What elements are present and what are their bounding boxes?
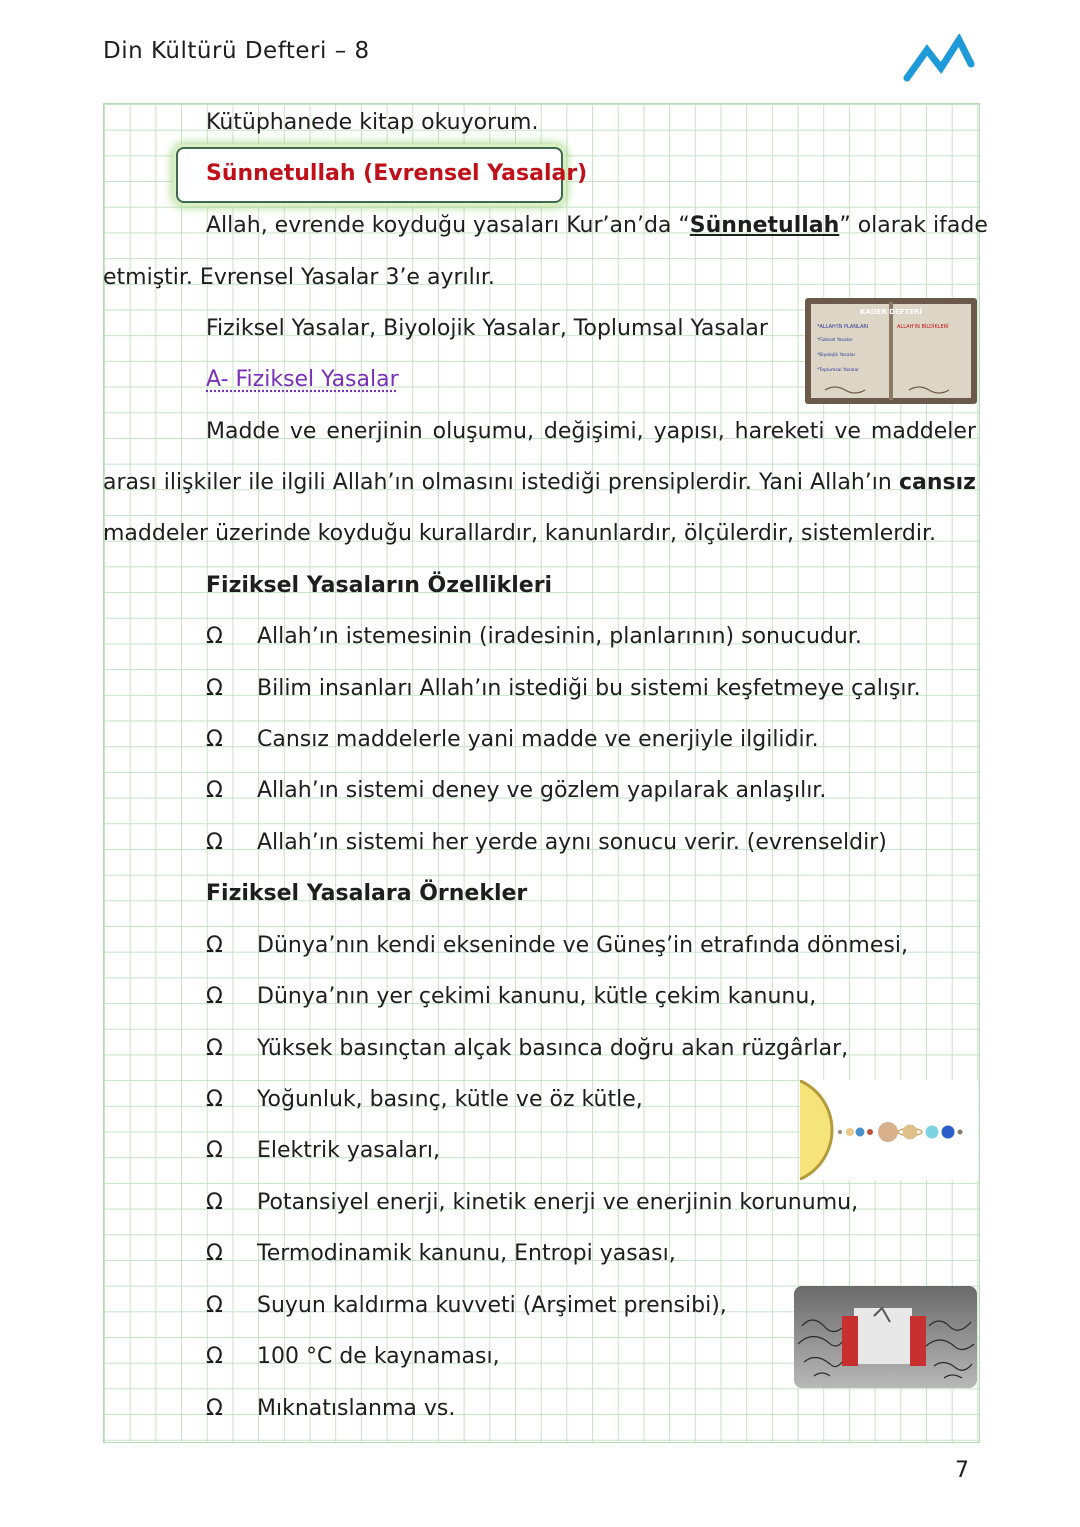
list-item: Dünya’nın yer çekimi kanunu, kütle çekim kanunu, <box>257 984 817 1009</box>
cansiz-term: cansız <box>899 470 976 495</box>
book-title: KADER DEFTERİ <box>859 308 923 316</box>
omega-bullet-icon: Ω <box>206 1190 223 1215</box>
omega-bullet-icon: Ω <box>206 778 223 803</box>
omega-bullet-icon: Ω <box>206 624 223 649</box>
mountain-logo-icon <box>903 34 975 84</box>
intro-paragraph-line1: Allah, evrende koyduğu yasaları Kur’an’da “Sünnetullah” olarak ifade <box>206 213 988 238</box>
omega-bullet-icon: Ω <box>206 1138 223 1163</box>
omega-bullet-icon: Ω <box>206 1344 223 1369</box>
omega-bullet-icon: Ω <box>206 1241 223 1266</box>
law-types: Fiziksel Yasalar, Biyolojik Yasalar, Toplumsal Yasalar <box>206 316 768 341</box>
list-item: Elektrik yasaları, <box>257 1138 440 1163</box>
subheading-physical-laws: A- Fiziksel Yasalar <box>206 367 399 392</box>
solar-system-image <box>800 1080 978 1180</box>
list-item: Termodinamik kanunu, Entropi yasası, <box>257 1241 676 1266</box>
omega-bullet-icon: Ω <box>206 1087 223 1112</box>
intro-paragraph-line2: etmiştir. Evrensel Yasalar 3’e ayrılır. <box>103 265 495 290</box>
omega-bullet-icon: Ω <box>206 676 223 701</box>
page-number: 7 <box>955 1458 969 1483</box>
section-title: Sünnetullah (Evrensel Yasalar) <box>206 161 588 186</box>
list-item: Mıknatıslanma vs. <box>257 1396 456 1421</box>
sunnetullah-term: Sünnetullah <box>689 213 840 238</box>
list-item: Allah’ın sistemi deney ve gözlem yapılarak anlaşılır. <box>257 778 827 803</box>
omega-bullet-icon: Ω <box>206 830 223 855</box>
definition-line3: maddeler üzerinde koyduğu kurallardır, kanunlardır, ölçülerdir, sistemlerdir. <box>103 521 937 546</box>
omega-bullet-icon: Ω <box>206 727 223 752</box>
fate-book-image <box>805 298 977 404</box>
features-heading: Fiziksel Yasaların Özellikleri <box>206 573 553 598</box>
book-left-heading: *ALLAH'IN PLANLARI <box>817 324 869 330</box>
book-left-item: *Fiziksel Yasalar <box>817 338 853 343</box>
omega-bullet-icon: Ω <box>206 984 223 1009</box>
book-right-heading: ALLAH'IN BİLDİKLERİ <box>897 324 949 330</box>
list-item: Cansız maddelerle yani madde ve enerjiyle ilgilidir. <box>257 727 819 752</box>
notebook-title: Din Kültürü Defteri – 8 <box>103 38 370 64</box>
list-item: Suyun kaldırma kuvveti (Arşimet prensibi), <box>257 1293 727 1318</box>
list-item: Allah’ın istemesinin (iradesinin, planlarının) sonucudur. <box>257 624 862 649</box>
list-item: 100 °C de kaynaması, <box>257 1344 500 1369</box>
list-item: Potansiyel enerji, kinetik enerji ve enerjinin korunumu, <box>257 1190 859 1215</box>
examples-heading: Fiziksel Yasalara Örnekler <box>206 881 528 906</box>
book-left-item: *Toplumsal Yasalar <box>817 368 859 373</box>
omega-bullet-icon: Ω <box>206 1036 223 1061</box>
iron-filings-magnet-image <box>794 1286 977 1388</box>
book-left-item: *Biyolojik Yasalar <box>817 353 856 358</box>
list-item: Yüksek basınçtan alçak basınca doğru akan rüzgârlar, <box>257 1036 849 1061</box>
omega-bullet-icon: Ω <box>206 1396 223 1421</box>
definition-line1: Madde ve enerjinin oluşumu, değişimi, yapısı, hareketi ve maddeler <box>206 419 976 444</box>
omega-bullet-icon: Ω <box>206 933 223 958</box>
intro-sentence: Kütüphanede kitap okuyorum. <box>206 110 539 135</box>
list-item: Dünya’nın kendi ekseninde ve Güneş’in etrafında dönmesi, <box>257 933 908 958</box>
list-item: Allah’ın sistemi her yerde aynı sonucu verir. (evrenseldir) <box>257 830 887 855</box>
list-item: Bilim insanları Allah’ın istediği bu sistemi keşfetmeye çalışır. <box>257 676 921 701</box>
omega-bullet-icon: Ω <box>206 1293 223 1318</box>
definition-line2: arası ilişkiler ile ilgili Allah’ın olmasını istediği prensiplerdir. Yani Allah’ın cansız <box>103 470 976 495</box>
list-item: Yoğunluk, basınç, kütle ve öz kütle, <box>257 1087 643 1112</box>
